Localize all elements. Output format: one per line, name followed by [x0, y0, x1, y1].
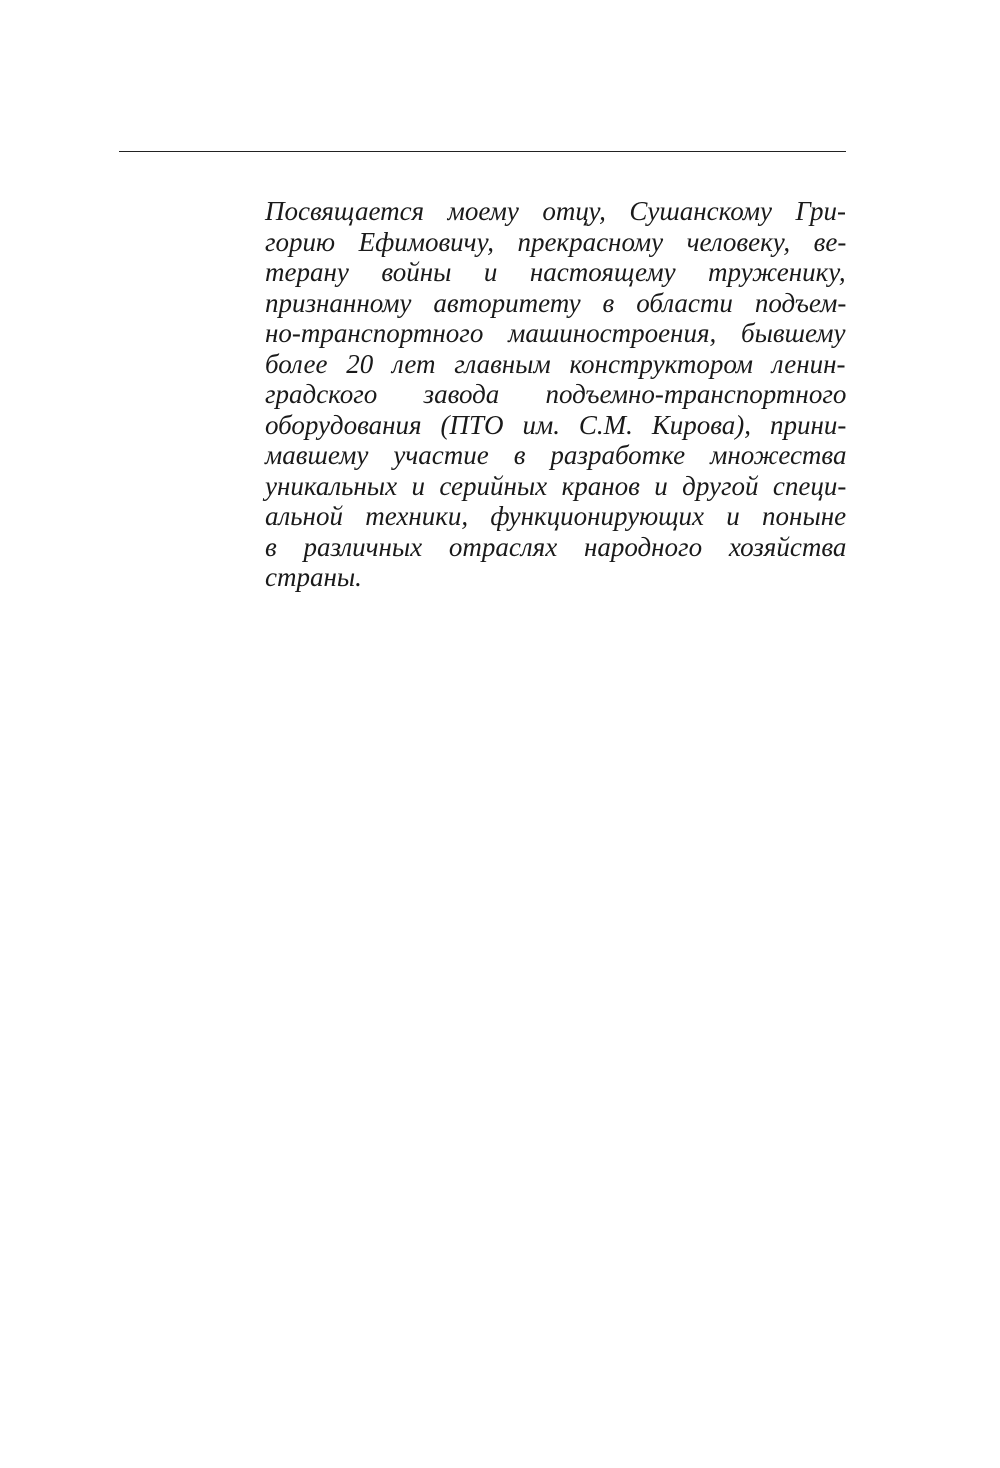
dedication-line: в различных отраслях народного хозяйства [265, 531, 847, 562]
dedication-line: уникальных и серийных кранов и другой специ- [265, 470, 847, 501]
dedication-line: альной техники, функционирующих и поныне [265, 501, 847, 531]
dedication-line: более 20 лет главным конструктором ленин- [265, 348, 846, 379]
dedication-text [265, 196, 846, 593]
dedication-line: но-транспортного машиностроения, бывшему [265, 318, 846, 348]
dedication-line: мавшему участие в разработке множества [265, 440, 847, 470]
dedication-line: горию Ефимовичу, прекрасному человеку, ве- [265, 226, 847, 257]
dedication-line: признанному авторитету в области подъем- [265, 287, 847, 318]
dedication-line: терану войны и настоящему труженику, [265, 257, 846, 287]
header-rule [119, 151, 846, 152]
dedication-line: оборудования (ПТО им. С.М. Кирова), прини- [265, 409, 847, 440]
dedication-line: градского завода подъемно-транспортного [265, 379, 847, 409]
dedication-line: Посвящается моему отцу, Сушанскому Гри- [265, 196, 847, 226]
dedication-line-last: страны. [265, 562, 362, 592]
